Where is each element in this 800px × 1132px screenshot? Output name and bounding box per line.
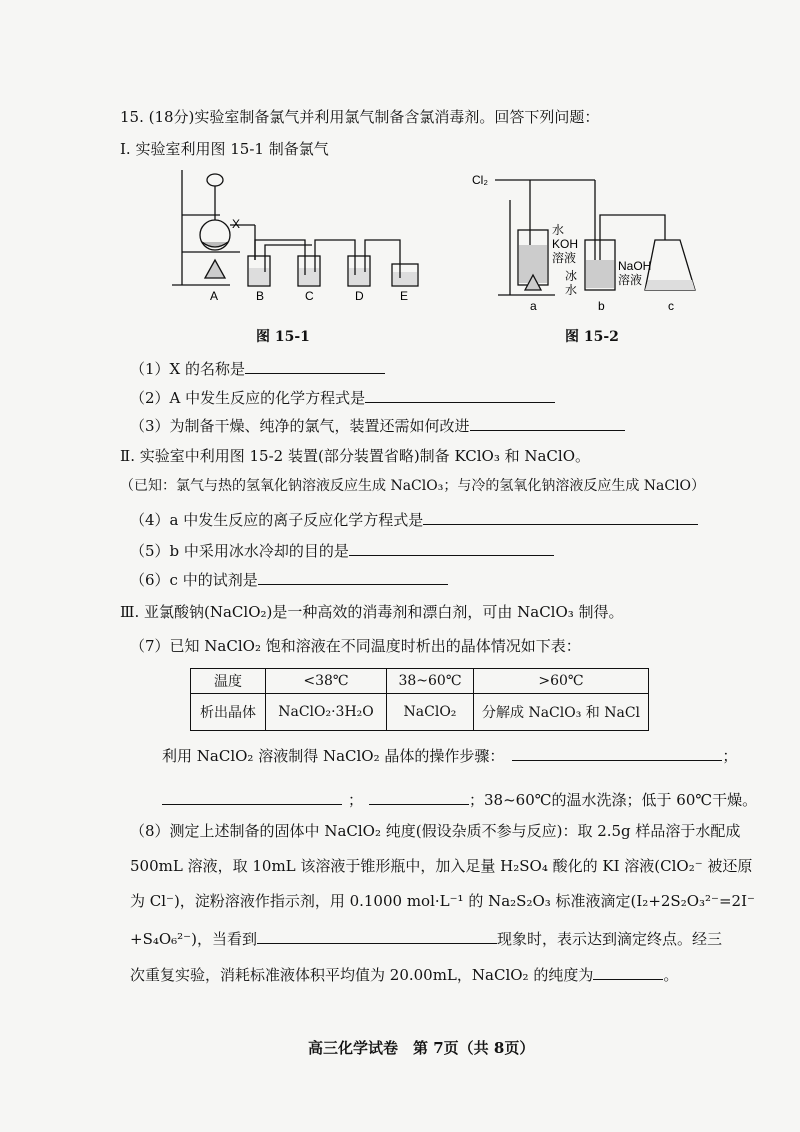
question-8-line2: 500mL 溶液，取 10mL 该溶液于锥形瓶中，加入足量 H₂SO₄ 酸化的 KI 溶液(ClO₂⁻ 被还原 [130, 857, 753, 875]
question-8-line3: 为 Cl⁻)，淀粉溶液作指示剂，用 0.1000 mol·L⁻¹ 的 Na₂S₂O₃ 标准液滴定(I₂+2S₂O₃²⁻=2I⁻ [130, 892, 755, 910]
answer-blank-7a[interactable] [512, 744, 722, 761]
answer-blank-8b[interactable] [593, 963, 663, 980]
answer-blank-6[interactable] [258, 568, 448, 585]
answer-blank-8a[interactable] [257, 927, 497, 944]
answer-blank-7b[interactable] [162, 788, 342, 805]
fig1-label-a: A [210, 289, 219, 303]
fig1-label-d: D [355, 289, 364, 303]
answer-blank-5[interactable] [349, 539, 554, 556]
table-cell: 分解成 NaClO₃ 和 NaCl [474, 694, 649, 731]
fig1-label-c: C [305, 289, 314, 303]
table-header-row [191, 669, 649, 694]
crystal-table [190, 668, 649, 731]
answer-blank-7c[interactable] [369, 788, 469, 805]
question-4: （4）a 中发生反应的离子反应化学方程式是 [130, 508, 698, 530]
fig2-label-ice-water: 水 [565, 283, 578, 297]
question-7-steps: 利用 NaClO₂ 溶液制得 NaClO₂ 晶体的操作步骤： ； [162, 744, 737, 766]
fig2-label-koh: KOH [552, 237, 579, 251]
question-6: （6）c 中的试剂是 [130, 568, 448, 590]
question-8-line1: （8）测定上述制备的固体中 NaClO₂ 纯度(假设杂质不参与反应)：取 2.5g 样品溶于水配成 [130, 822, 741, 840]
question-8-line4: +S₄O₆²⁻)，当看到 现象时，表示达到滴定终点。经三 [130, 927, 722, 949]
fig2-label-solution: 溶液 [552, 251, 577, 265]
table-cell: NaClO₂·3H₂O [266, 694, 387, 731]
question-3: （3）为制备干燥、纯净的氯气，装置还需如何改进 [130, 414, 625, 436]
page-footer: 高三化学试卷 第 7页（共 8页） [308, 1039, 535, 1057]
fig2-label-a: a [530, 299, 537, 313]
part3-heading: Ⅲ. 亚氯酸钠(NaClO₂)是一种高效的消毒剂和漂白剂，可由 NaClO₃ 制得。 [120, 603, 624, 621]
fig1-label-b: B [256, 289, 265, 303]
fig2-label-naoh-sol: 溶液 [618, 273, 643, 287]
table-header: 温度 [191, 669, 266, 694]
table-header: <38℃ [266, 669, 387, 694]
question-8-line5: 次重复实验，消耗标准液体积平均值为 20.00mL，NaClO₂ 的纯度为 。 [130, 963, 678, 985]
known-note: （已知：氯气与热的氢氧化钠溶液反应生成 NaClO₃；与冷的氢氧化钠溶液反应生成 NaClO） [120, 478, 706, 494]
figure-15-2-caption: 图 15-2 [565, 329, 619, 345]
fig2-label-cl2: Cl₂ [472, 173, 488, 187]
answer-blank-2[interactable] [365, 386, 555, 403]
table-cell: 析出晶体 [191, 694, 266, 731]
question-1: （1）X 的名称是 [130, 357, 385, 379]
question-title: 15. (18分)实验室制备氯气并利用氯气制备含氯消毒剂。回答下列问题： [120, 108, 600, 126]
table-row [191, 694, 649, 731]
question-7: （7）已知 NaClO₂ 饱和溶液在不同温度时析出的晶体情况如下表： [130, 637, 581, 655]
figure-15-1-caption: 图 15-1 [256, 329, 310, 345]
table-header: 38~60℃ [387, 669, 474, 694]
table-header: >60℃ [474, 669, 649, 694]
fig2-label-ice: 冰 [565, 269, 578, 283]
question-2: （2）A 中发生反应的化学方程式是 [130, 386, 555, 408]
part1-heading: Ⅰ. 实验室利用图 15-1 制备氯气 [120, 140, 329, 158]
figure-15-2 [470, 170, 710, 315]
table-cell: NaClO₂ [387, 694, 474, 731]
part2-heading: Ⅱ. 实验室中利用图 15-2 装置(部分装置省略)制备 KClO₃ 和 NaClO。 [120, 447, 591, 465]
answer-blank-3[interactable] [470, 414, 625, 431]
fig2-label-c: c [668, 299, 674, 313]
question-7-steps-cont: ； ；38~60℃的温水洗涤；低于 60℃干燥。 [162, 788, 757, 810]
fig2-label-water: 水 [552, 223, 565, 237]
fig2-label-b: b [598, 299, 605, 313]
fig2-label-naoh: NaOH [618, 259, 652, 273]
answer-blank-1[interactable] [245, 357, 385, 374]
fig1-label-x: X [232, 217, 241, 231]
question-5: （5）b 中采用冰水冷却的目的是 [130, 539, 554, 561]
answer-blank-4[interactable] [423, 508, 698, 525]
figure-15-1 [170, 160, 440, 320]
fig1-label-e: E [400, 289, 409, 303]
